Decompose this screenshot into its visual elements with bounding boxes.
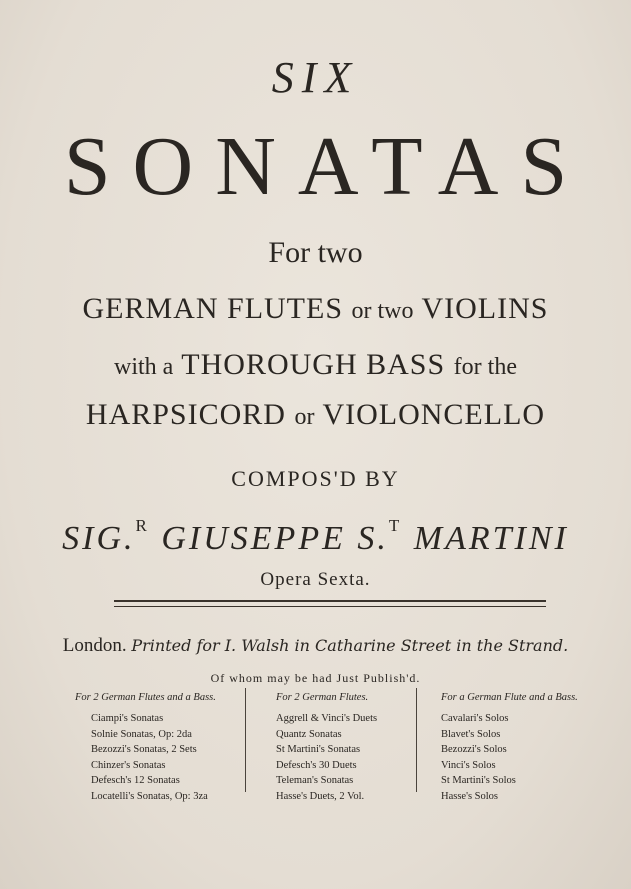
divider-rule-thin <box>114 606 546 607</box>
column-divider <box>245 688 246 792</box>
catalogue-column-flutes <box>276 692 377 804</box>
or: or <box>294 404 315 430</box>
surname: MARTINI <box>413 520 569 557</box>
list-item: Blavet's Solos <box>441 728 501 740</box>
instrumentation-line-2 <box>0 348 631 382</box>
list-item: Cavalari's Solos <box>441 713 509 724</box>
divider-rule <box>114 600 546 602</box>
title-six: SIX <box>271 53 360 102</box>
sig: SIG. <box>62 520 136 557</box>
column-heading: For a German Flute and a Bass. <box>441 692 578 703</box>
list-item: Quantz Sonatas <box>276 728 342 740</box>
catalogue-intro: Of whom may be had Just Publish'd. <box>210 671 421 685</box>
catalogue-column-flutes-bass <box>75 692 216 804</box>
opus-number: Opera Sexta. <box>260 569 371 590</box>
list-item: Locatelli's Sonatas, Op: 3za <box>91 790 208 802</box>
list-item: Aggrell & Vinci's Duets <box>276 713 378 724</box>
harpsicord: HARPSICORD <box>85 398 286 431</box>
violoncello: VIOLONCELLO <box>322 398 546 431</box>
given-name: GIUSEPPE <box>161 520 346 557</box>
list-item: St Martini's Solos <box>441 775 516 786</box>
list-item: Hasse's Duets, 2 Vol. <box>276 790 365 802</box>
column-heading: For 2 German Flutes and a Bass. <box>75 692 216 703</box>
list-item: Bezozzi's Solos <box>441 744 507 755</box>
german-flutes: GERMAN FLUTES <box>82 292 344 325</box>
list-item: Hasse's Solos <box>441 790 499 802</box>
imprint <box>0 635 631 657</box>
list-item: Ciampi's Sonatas <box>91 713 164 724</box>
sig-sup: R <box>135 515 150 535</box>
title-for-two: For two <box>268 236 363 269</box>
or-two: or two <box>351 298 414 324</box>
list-item: Solnie Sonatas, Op: 2da <box>91 728 192 740</box>
column-divider <box>416 688 417 792</box>
list-item: Teleman's Sonatas <box>276 775 354 786</box>
imprint-city: London. <box>62 635 127 656</box>
composer-name <box>0 515 631 558</box>
composd-by: COMPOS'D BY <box>231 466 400 491</box>
list-item: Chinzer's Sonatas <box>91 759 166 771</box>
instrumentation-line-1 <box>0 292 631 326</box>
catalogue-column-flute-bass <box>441 692 578 804</box>
thorough-bass: THOROUGH BASS <box>181 348 446 381</box>
title-sonatas: SONATAS <box>63 120 590 213</box>
imprint-printer: Printed for I. Walsh in Catharine Street in the Strand. <box>131 636 569 655</box>
list-item: Defesch's 30 Duets <box>276 759 357 771</box>
list-item: Vinci's Solos <box>441 759 496 771</box>
for-the: for the <box>453 354 517 380</box>
list-item: Defesch's 12 Sonatas <box>91 775 180 786</box>
instrumentation-line-3 <box>0 398 631 432</box>
st-sup: T <box>388 515 403 535</box>
list-item: St Martini's Sonatas <box>276 744 361 755</box>
violins: VIOLINS <box>421 292 549 325</box>
saint: S. <box>357 520 389 557</box>
with-a: with a <box>114 354 174 380</box>
column-heading: For 2 German Flutes. <box>276 692 369 703</box>
list-item: Bezozzi's Sonatas, 2 Sets <box>91 744 197 755</box>
